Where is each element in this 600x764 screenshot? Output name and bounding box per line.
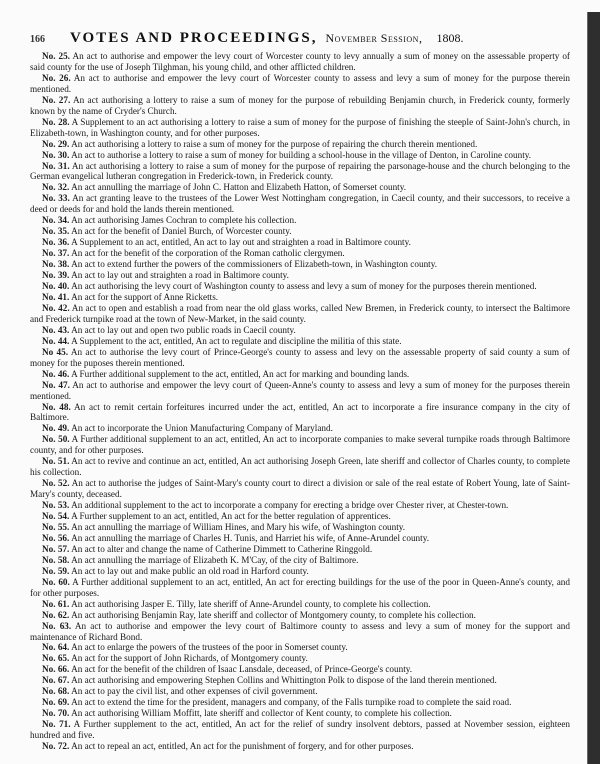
session-label: November Session, bbox=[325, 31, 423, 45]
act-number: No. 66. bbox=[42, 664, 70, 675]
session-year: 1808. bbox=[436, 31, 464, 45]
act-number: No. 61. bbox=[42, 598, 70, 609]
act-title: An act granting leave to the trustees of the Lower West Nottingham congregation, in Caecil county, and their successors, to receive a deed or deeds for and hold the lands therein mentioned. bbox=[30, 193, 571, 215]
act-entry bbox=[30, 599, 570, 610]
act-title: An act to alter and change the name of Catherine Dimmett to Catherine Ringgold. bbox=[71, 543, 373, 554]
running-title: VOTES AND PROCEEDINGS, bbox=[70, 30, 318, 46]
page-header bbox=[30, 30, 570, 48]
act-number: No. 63. bbox=[42, 620, 72, 631]
act-entry bbox=[30, 402, 570, 424]
act-entry bbox=[30, 73, 570, 95]
acts-list bbox=[30, 51, 570, 752]
act-number: No. 58. bbox=[42, 554, 70, 565]
act-number: No. 43. bbox=[42, 324, 70, 335]
act-entry bbox=[30, 325, 570, 336]
act-title: An act authorising James Cochran to complete his collection. bbox=[71, 215, 297, 226]
act-number: No. 56. bbox=[42, 532, 70, 543]
act-title: A Supplement to an act authorising a lottery to raise a sum of money for the purpose of finishing the steeple of Saint-John's church, in Elizabeth-town, in Washington county, and for other purposes. bbox=[30, 116, 570, 138]
act-title: An act annulling the marriage of William Hines, and Mary his wife, of Washington county. bbox=[71, 521, 406, 532]
act-title: An act to lay out and straighten a road in Baltimore county. bbox=[71, 270, 289, 281]
act-title: An act authorising Benjamin Ray, late sheriff and collector of Montgomery county, to complete his collection. bbox=[71, 609, 476, 620]
act-number: No. 59. bbox=[42, 565, 70, 576]
page-number: 166 bbox=[30, 34, 45, 45]
act-title: An act to authorise and empower the levy court of Worcester county to levy annually a sum of money on the assessable property of said county for the use of Joseph Tilghman, his young child, and other afflicted children. bbox=[30, 51, 570, 72]
act-entry bbox=[30, 237, 570, 248]
act-title: An act authorising William Moffitt, late sheriff and collector of Kent county, to complete his collection. bbox=[71, 708, 452, 719]
act-entry bbox=[30, 653, 570, 664]
act-number: No. 25. bbox=[42, 51, 70, 61]
act-title: A Further supplement to the act, entitled, An act for the relief of sundry insolvent debtors, passed at November session, eighteen hundred and five. bbox=[30, 719, 570, 741]
act-title: An act to lay out and open two public roads in Caecil county. bbox=[71, 324, 296, 335]
act-number: No. 50. bbox=[42, 434, 70, 445]
act-title: An act for the support of Anne Ricketts. bbox=[71, 291, 219, 302]
act-title: An act to authorise the judges of Saint-Mary's county court to direct a division or sale of the real estate of Robert Young, late of Saint-Mary's county, deceased. bbox=[30, 478, 570, 500]
act-number: No. 47. bbox=[42, 379, 70, 390]
act-entry bbox=[30, 478, 570, 500]
act-entry bbox=[30, 336, 570, 347]
act-title: A Further supplement to an act, entitled, An act for the better regulation of apprentices. bbox=[71, 511, 391, 522]
act-title: An act authorising Jasper E. Tilly, late sheriff of Anne-Arundel county, to complete his collection. bbox=[71, 598, 431, 609]
act-title: An act annulling the marriage of John C. Hatton and Elizabeth Hatton, of Somerset county. bbox=[71, 182, 407, 193]
act-title: An act to revive and continue an act, entitled, An act authorising Joseph Green, late sheriff and collector of Charles county, to complete his collection. bbox=[30, 456, 570, 478]
act-entry bbox=[30, 303, 570, 325]
act-title: An act authorising a lottery to raise a sum of money for the purpose of repairing the church therein mentioned. bbox=[71, 138, 478, 149]
act-entry bbox=[30, 741, 570, 752]
act-entry bbox=[30, 566, 570, 577]
act-title: An act to authorise a lottery to raise a sum of money for building a school-house in the village of Denton, in Caroline county. bbox=[71, 149, 532, 160]
act-number: No. 33. bbox=[42, 193, 70, 204]
act-number: No. 67. bbox=[42, 675, 70, 686]
act-number: No. 34. bbox=[42, 215, 70, 226]
act-entry bbox=[30, 270, 570, 281]
act-title: An act authorising the levy court of Washington county to assess and levy a sum of money for the purposes therein mentioned. bbox=[71, 281, 537, 292]
act-entry bbox=[30, 161, 570, 183]
act-number: No. 30. bbox=[42, 149, 70, 160]
act-entry bbox=[30, 347, 570, 369]
act-number: No. 39. bbox=[42, 270, 70, 281]
act-entry bbox=[30, 621, 570, 643]
act-title: An act authorising and empowering Stephen Collins and Whittington Polk to dispose of the land therein mentioned. bbox=[71, 675, 497, 686]
act-title: An act authorising a lottery to raise a sum of money for the purpose of repairing the parsonage-house and the church belonging to the German evangelical lutheran congregation in Frederick-town, in Frederick county. bbox=[30, 160, 571, 182]
act-entry bbox=[30, 511, 570, 522]
act-title: An act for the benefit of the children of Isaac Lansdale, deceased, of Prince-George's county. bbox=[71, 664, 413, 675]
act-entry bbox=[30, 642, 570, 653]
act-title: An act to authorise and empower the levy court of Worcester county to assess and levy a sum of money for the purpose therein mentioned. bbox=[30, 72, 570, 94]
act-title: An act for the benefit of the corporation of the Roman catholic clergymen. bbox=[71, 248, 345, 259]
act-title: An act to authorise the levy court of Prince-George's county to assess and levy on the assessable property of said county a sum of money for the puposes therein mentioned. bbox=[30, 346, 570, 368]
act-entry bbox=[30, 697, 570, 708]
act-number: No. 32. bbox=[42, 182, 70, 193]
act-entry bbox=[30, 380, 570, 402]
act-number: No. 31. bbox=[42, 160, 70, 171]
act-number: No. 54. bbox=[42, 511, 70, 522]
act-title: An act annulling the marriage of Elizabeth K. M'Cay, of the city of Baltimore. bbox=[71, 554, 359, 565]
act-entry bbox=[30, 686, 570, 697]
act-title: An act to incorporate the Union Manufacturing Company of Maryland. bbox=[71, 423, 333, 434]
act-number: No. 62. bbox=[42, 609, 70, 620]
act-number: No. 38. bbox=[42, 259, 70, 270]
act-title: An act to authorise and empower the levy court of Baltimore county to assess and levy a sum of money for the support and maintenance of Richard Bond. bbox=[30, 620, 570, 642]
act-number: No. 72. bbox=[42, 741, 70, 752]
act-number: No. 48. bbox=[42, 401, 71, 412]
act-title: An act to lay out and make public an old road in Harford county. bbox=[71, 565, 309, 576]
act-number: No. 65. bbox=[42, 653, 70, 664]
act-number: No. 57. bbox=[42, 543, 70, 554]
act-number: No. 69. bbox=[42, 697, 70, 708]
act-number: No. 55. bbox=[42, 521, 70, 532]
act-title: An act to remit certain forfeitures incurred under the act, entitled, An act to incorporate a fire insurance company in the city of Baltimore. bbox=[30, 401, 571, 423]
act-title: An act to extend the time for the president, managers and company, of the Falls turnpike road to complete the said road. bbox=[71, 697, 512, 708]
act-number: No. 26. bbox=[42, 72, 71, 83]
act-number: No. 64. bbox=[42, 642, 70, 653]
act-number: No. 53. bbox=[42, 500, 70, 511]
act-entry bbox=[30, 675, 570, 686]
act-number: No. 46. bbox=[42, 368, 70, 379]
act-title: A Further additional supplement to an act, entitled, An act for erecting buildings for the use of the poor in Queen-Anne's county, and for other purposes. bbox=[30, 576, 570, 598]
act-title: An additional supplement to the act to incorporate a company for erecting a bridge over Chester river, at Chester-town. bbox=[71, 500, 509, 511]
act-title: An act to enlarge the powers of the trustees of the poor in Somerset county. bbox=[71, 642, 348, 653]
act-entry bbox=[30, 117, 570, 139]
act-number: No. 42. bbox=[42, 302, 70, 313]
act-entry bbox=[30, 664, 570, 675]
act-number: No. 52. bbox=[42, 478, 70, 489]
act-entry bbox=[30, 139, 570, 150]
act-entry bbox=[30, 522, 570, 533]
act-entry bbox=[30, 500, 570, 511]
scan-edge-shadow bbox=[587, 12, 600, 764]
act-title: A Supplement to the act, entitled, An act to regulate and discipline the militia of this state. bbox=[71, 335, 402, 346]
act-entry bbox=[30, 369, 570, 380]
act-number: No. 28. bbox=[42, 116, 70, 127]
act-entry bbox=[30, 95, 570, 117]
act-title: An act for the support of John Richards, of Montgomery county. bbox=[71, 653, 308, 664]
act-title: An act to extend further the powers of the commissioners of Elizabeth-town, in Washington county. bbox=[71, 259, 438, 270]
act-title: An act to authorise and empower the levy court of Queen-Anne's county to assess and levy a sum of money for the purposes therein mentioned. bbox=[30, 379, 570, 401]
act-number: No. 51. bbox=[42, 456, 70, 467]
act-entry bbox=[30, 193, 570, 215]
act-number: No 45. bbox=[42, 346, 69, 357]
act-title: An act annulling the marriage of Charles H. Tunis, and Harriet his wife, of Anne-Arundel county. bbox=[71, 532, 429, 543]
act-title: An act authorising a lottery to raise a sum of money for the purpose of rebuilding Benjamin church, in Frederick county, formerly known by the name of Cryder's Church. bbox=[30, 94, 571, 116]
act-number: No. 60. bbox=[42, 576, 70, 587]
act-entry bbox=[30, 610, 570, 621]
act-title: An act to pay the civil list, and other expenses of civil government. bbox=[71, 686, 318, 697]
act-entry bbox=[30, 423, 570, 434]
act-entry bbox=[30, 434, 570, 456]
act-title: An act to open and establish a road from near the old glass works, called New Bremen, in Frederick county, to intersect the Baltimore and Frederick turnpike road at the town of New-Market, in the said county. bbox=[30, 302, 570, 324]
act-number: No. 49. bbox=[42, 423, 70, 434]
act-entry bbox=[30, 248, 570, 259]
act-entry bbox=[30, 215, 570, 226]
act-entry bbox=[30, 259, 570, 270]
act-title: A Supplement to an act, entitled, An act to lay out and straighten a road in Baltimore county. bbox=[71, 237, 411, 248]
act-entry bbox=[30, 719, 570, 741]
act-title: An act for the benefit of Daniel Burch, of Worcester county. bbox=[71, 226, 292, 237]
act-number: No. 70. bbox=[42, 708, 70, 719]
act-number: No. 29. bbox=[42, 138, 70, 149]
act-entry bbox=[30, 226, 570, 237]
act-entry bbox=[30, 150, 570, 161]
act-number: No. 35. bbox=[42, 226, 70, 237]
act-number: No. 37. bbox=[42, 248, 70, 259]
act-entry bbox=[30, 456, 570, 478]
act-entry bbox=[30, 533, 570, 544]
act-entry bbox=[30, 51, 570, 73]
act-entry bbox=[30, 281, 570, 292]
act-entry bbox=[30, 555, 570, 566]
act-number: No. 68. bbox=[42, 686, 70, 697]
act-number: No. 71. bbox=[42, 719, 71, 730]
act-number: No. 27. bbox=[42, 94, 71, 105]
act-number: No. 44. bbox=[42, 335, 70, 346]
act-title: An act to repeal an act, entitled, An act for the punishment of forgery, and for other purposes. bbox=[71, 741, 414, 752]
act-title: A Further additional supplement to an act, entitled, An act to incorporate companies to make several turnpike roads through Baltimore county, and for other purposes. bbox=[30, 434, 570, 456]
act-title: A Further additional supplement to the act, entitled, An act for marking and bounding lands. bbox=[71, 368, 410, 379]
act-entry bbox=[30, 708, 570, 719]
act-number: No. 40. bbox=[42, 281, 70, 292]
act-number: No. 41. bbox=[42, 291, 70, 302]
act-entry bbox=[30, 577, 570, 599]
act-entry bbox=[30, 182, 570, 193]
act-number: No. 36. bbox=[42, 237, 70, 248]
act-entry bbox=[30, 292, 570, 303]
act-entry bbox=[30, 544, 570, 555]
